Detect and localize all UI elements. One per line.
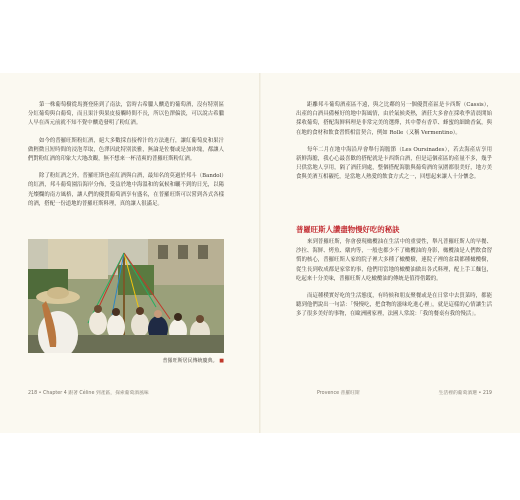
photo-caption-text: 普羅旺斯居民傳統慶典。 (162, 358, 218, 364)
left-page (0, 73, 259, 433)
left-page-body (28, 101, 224, 217)
photo-caption (28, 357, 224, 364)
right-page-body-top (296, 101, 492, 191)
right-footer-section: Provence 普羅旺斯 (317, 391, 360, 396)
right-paragraph-1: 距離邦斗葡萄酒產區不遠，與之比鄰的另一個優質產區是卡西斯（Cassis），出產的白酒具備極好的地中海風情，由於氣候炎熱，酒莊大多會在採收季清晨開始採收葡萄，搭配海鮮料理是非常完美的選擇，其中帶有香草、蜂蜜的細緻香氣，與在地的食材和飲食習慣相當契合，例如 Rolle（又稱 Vermentino）。 (296, 102, 492, 136)
left-footer: 218 • Chapter 4 跟著 Céline 到產區，探索葡萄酒風味 (28, 391, 149, 396)
caption-marker: ■ (217, 358, 224, 364)
left-paragraph-1: 第一株葡萄樹從馬賽登陸到了南法，當時古希臘人釀造的葡萄酒，沒有特別區分紅葡萄與白葡萄，而且果汁與果皮接觸時間不長，所以色澤偏淡，可以說古希臘人早在西元前就不知不覺中釀造發明了粉紅酒。 (28, 102, 224, 127)
section-title: 普羅旺斯人讚盡物慢好吃的秘訣 (296, 225, 400, 234)
right-paragraph-3: 來到普羅旺斯，你會發現橄欖油在生活中的重要性，舉凡普羅旺斯人的早餐、沙拉、海鮮、烤魚、燉肉等，一般也都少不了橄欖油的身影，橄欖油是人們飲食習慣的核心，普羅旺斯人家的院子裡大多種了橄欖樹，連院子裡的盆栽都種橄欖樹，從生長到收成都是家常的事，他們用當地的橄欖油做出各式料理，配上手工麵包，吃起來十分美味，普羅旺斯人吃橄欖油的傳統是值得借鑑的。 (296, 239, 492, 282)
right-footer-page: 生活裡的葡萄酒選 • 219 (438, 391, 492, 396)
right-page (261, 73, 520, 433)
right-page-body-bottom (296, 238, 492, 328)
right-paragraph-2: 每年二月在地中海沿岸會舉行海膽節（Les Oursinades），若去海產店享用新鮮海膽，我心心最喜歡的搭配就是卡西斯白酒，但是這個產區的產量不多，幾乎只供當地人享用，隔了酒莊到處，整個搭配海膽與葡萄酒的氛圍都很美好，地方美食與美酒互相襯托，是當地人熱愛的飲食方式之一，回想起來讓人十分懷念。 (296, 146, 492, 181)
left-paragraph-2: 如今的普羅旺斯粉紅酒，絕大多數採直接榨汁的方法進行，讓紅葡萄皮和果汁做輕微且短時間的浸泡萃取，色澤因此特別淡雅，無論是佐餐或是加冰塊，都讓人們對粉紅酒的印象大大地改觀，無不想來一杯清爽的普羅旺斯粉紅酒。 (28, 137, 224, 163)
festival-photo (28, 239, 224, 353)
right-paragraph-4: 而這種樸實好吃的生活態度，有時候和朋友聚餐或是在日常中去買菜時，都能聽到他們說出一句話：「慢慢吃，把食物的滋味吃進心裡」，就是這樣的心情讓生活多了很多美好的事物，在歐洲國家裡，法國人常說：「我的餐桌有我的慢活」。 (296, 293, 492, 318)
left-paragraph-3: 除了粉紅酒之外，普羅旺斯也產紅酒與白酒，最知名的莫過於邦斗（Bandol）的紅酒，邦斗葡萄園沿海岸分佈，受益於地中海溫和的氣候和曬不到的日光，以陽光燦爛的南方風格，讓人們的優質葡萄酒享有盛名，在普羅旺斯可以嘗到各式各樣的酒，搭配一份道地的普羅旺斯料理，真的讓人很滿足。 (28, 173, 224, 207)
book-spread (0, 73, 520, 433)
festival-photo-illustration (28, 239, 224, 353)
